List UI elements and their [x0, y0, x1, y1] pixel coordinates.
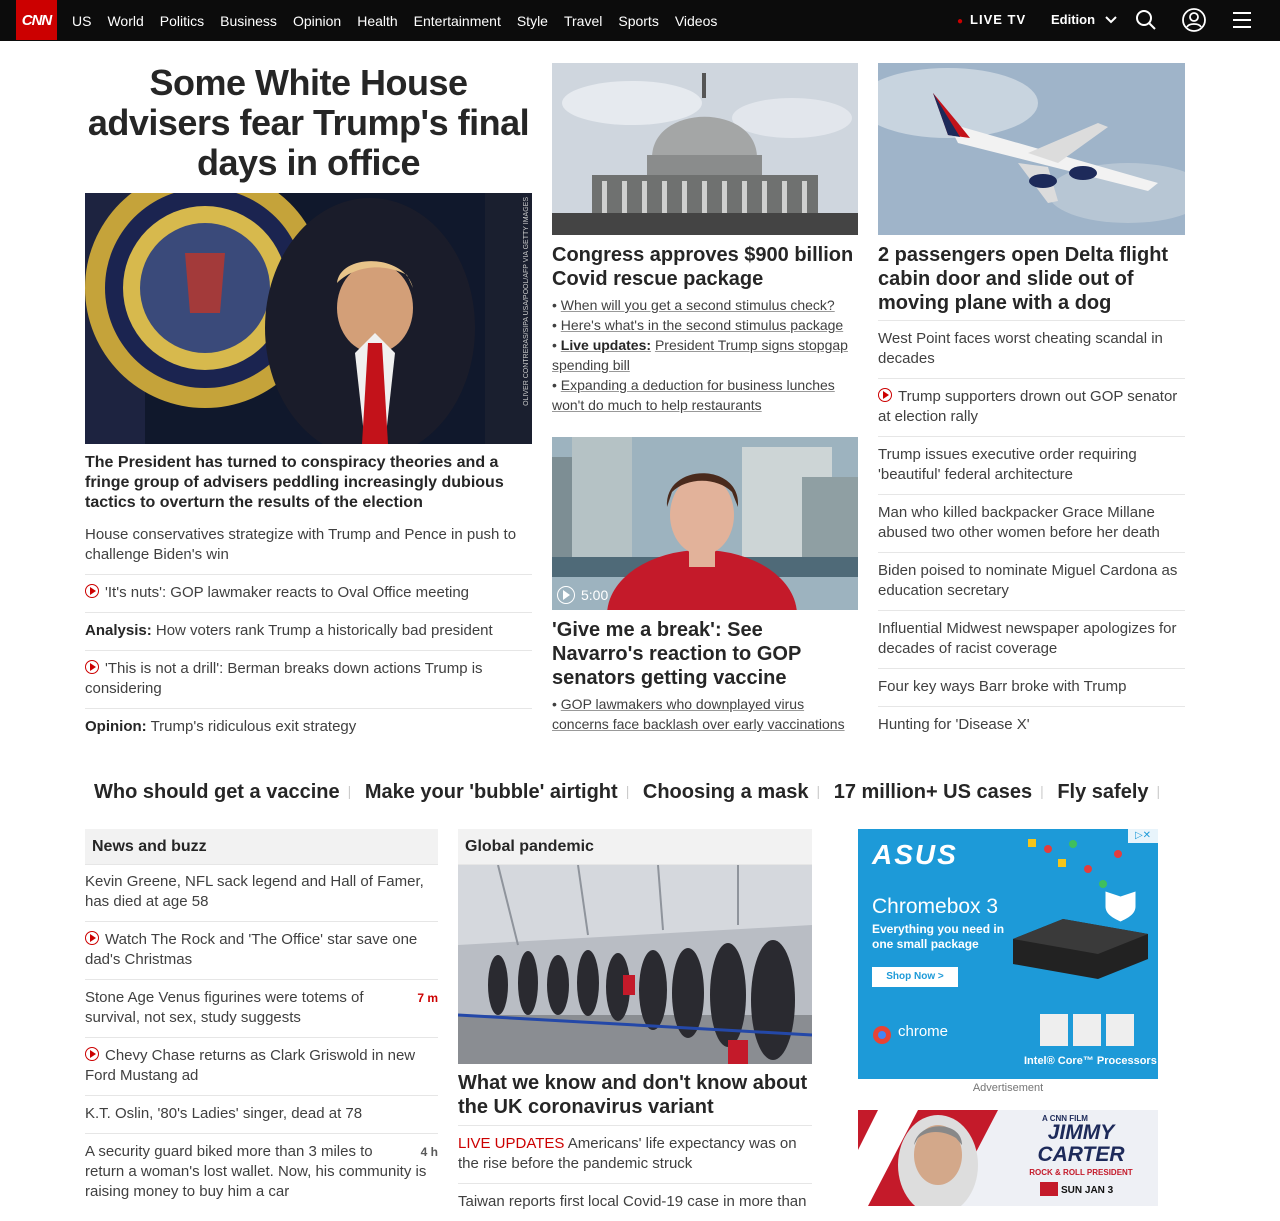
banner-link[interactable]: Make your 'bubble' airtight	[364, 781, 618, 803]
timestamp: 4 h	[420, 1145, 438, 1159]
list-item-text: Trump supporters drown out GOP senator at election rally	[878, 388, 1178, 425]
bullet-link[interactable]: • GOP lawmakers who downplayed virus concerns face backlash over early vaccinations	[552, 696, 845, 732]
list-item-text: 'It's nuts': GOP lawmaker reacts to Oval Office meeting	[105, 584, 470, 601]
live-tv-label: LIVE TV	[970, 12, 1027, 27]
pandemic-image[interactable]	[458, 865, 812, 1064]
banner-separator: |	[1040, 783, 1044, 799]
ad-close-icon[interactable]: ▷✕	[1128, 829, 1158, 843]
bullet-link[interactable]: • Here's what's in the second stimulus package	[552, 317, 844, 333]
bullet-text: President Trump signs stopgap spending bill	[552, 337, 848, 373]
hero-photo-illustration	[85, 193, 532, 444]
nav-links	[64, 0, 725, 41]
capitol-photo-illustration	[552, 63, 858, 235]
list-item-text: A security guard biked more than 3 miles to return a woman's lost wallet. Now, his community is raising money to buy him a car	[85, 1143, 427, 1200]
list-item[interactable]	[85, 574, 532, 612]
play-video-icon	[85, 931, 99, 945]
ad-brand: ASUS	[872, 839, 958, 870]
list-item[interactable]	[878, 610, 1185, 668]
stimulus-bullets	[552, 295, 858, 415]
list-item[interactable]	[85, 1095, 438, 1133]
video-duration: 5:00	[581, 587, 609, 603]
advertisement-label: Advertisement	[972, 1082, 1044, 1094]
list-item-text: Hunting for 'Disease X'	[878, 716, 1030, 733]
banner-link[interactable]: Choosing a mask	[642, 781, 809, 803]
hero-image-trump[interactable]	[85, 193, 532, 444]
list-item[interactable]	[85, 1037, 438, 1095]
list-item[interactable]	[458, 1125, 812, 1183]
nav-link-style[interactable]: Style	[516, 12, 548, 29]
ad-tagline: Everything you need in one small package	[872, 922, 1005, 951]
ad-chrome-label: chrome	[898, 1023, 949, 1040]
bullet-link[interactable]: • Expanding a deduction for business lunches won't do much to help restaurants	[552, 377, 835, 413]
banner-separator: |	[625, 783, 630, 799]
list-item-text: Taiwan reports first local Covid-19 case in more than	[458, 1193, 807, 1210]
news-buzz-header: News and buzz	[85, 829, 438, 865]
list-item[interactable]	[85, 708, 532, 746]
photo-credit: OLIVER CONTRERAS/SIPA USA/POOL/AFP VIA GETTY IMAGES	[523, 197, 530, 406]
live-updates-label: LIVE UPDATES	[458, 1135, 565, 1152]
list-item-text: Man who killed backpacker Grace Millane abused two other women before her death	[878, 504, 1160, 541]
top-nav	[0, 0, 1280, 41]
bullet-prefix: Live updates:	[560, 337, 652, 353]
ad-intel-label: Intel® Core™ Processors	[1024, 1055, 1157, 1067]
play-video-icon	[85, 584, 99, 598]
delta-photo-illustration	[878, 63, 1185, 235]
list-item-text: Stone Age Venus figurines were totems of survival, not sex, study suggests	[85, 989, 364, 1026]
list-item[interactable]	[85, 921, 438, 979]
hero-subheadline[interactable]: The President has turned to conspiracy theories and a fringe group of advisers peddling increasingly dubious tactics to overturn the results of the election	[85, 454, 504, 511]
bullet-text: Expanding a deduction for business lunches won't do much to help restaurants	[552, 377, 835, 413]
list-item-text: Trump issues executive order requiring 'beautiful' federal architecture	[878, 446, 1137, 483]
hero-headline[interactable]: Some White House advisers fear Trump's final days in office	[87, 62, 530, 183]
nav-link-entertainment[interactable]: Entertainment	[413, 12, 501, 29]
bullet-text: GOP lawmakers who downplayed virus concerns face backlash over early vaccinations	[552, 696, 845, 732]
banner-separator: |	[347, 783, 352, 799]
list-item-text: Biden poised to nominate Miguel Cardona as education secretary	[878, 562, 1178, 599]
list-item[interactable]	[878, 494, 1185, 552]
ad-product: Chromebox 3	[872, 895, 999, 918]
navarro-bullets	[552, 694, 858, 734]
cnn-logo[interactable]: CNN	[16, 0, 57, 40]
list-item-text: Trump's ridiculous exit strategy	[150, 718, 357, 735]
video-duration-badge	[557, 586, 608, 604]
list-item[interactable]	[85, 979, 438, 1037]
jimmy-carter-promo[interactable]	[858, 1110, 1158, 1206]
bullet-text: Here's what's in the second stimulus package	[560, 317, 844, 333]
news-buzz-list	[85, 864, 438, 1211]
ad-shop-now-button[interactable]: Shop Now >	[872, 967, 958, 987]
right-story-list	[878, 320, 1185, 744]
list-item-text: Americans' life expectancy was on the rise before the pandemic struck	[458, 1135, 797, 1172]
play-video-icon	[85, 660, 99, 674]
list-item[interactable]	[85, 612, 532, 650]
navarro-video-thumbnail[interactable]	[552, 437, 858, 610]
play-video-icon	[85, 1047, 99, 1061]
list-item-text: Influential Midwest newspaper apologizes for decades of racist coverage	[878, 620, 1177, 657]
capitol-image[interactable]	[552, 63, 858, 235]
nav-link-opinion[interactable]: Opinion	[292, 12, 342, 29]
user-account-icon[interactable]	[1182, 8, 1206, 32]
nav-link-business[interactable]: Business	[220, 12, 277, 29]
banner-link[interactable]: Fly safely	[1057, 781, 1149, 803]
delta-plane-image[interactable]	[878, 63, 1185, 235]
bullet-link[interactable]: • Live updates: President Trump signs stopgap spending bill	[552, 337, 848, 373]
global-pandemic-header: Global pandemic	[458, 829, 812, 865]
navarro-photo-illustration	[552, 437, 858, 610]
nav-link-sports[interactable]: Sports	[618, 12, 659, 29]
bullet-text: When will you get a second stimulus check?	[560, 297, 835, 313]
list-item-text: Watch The Rock and 'The Office' star save one dad's Christmas	[85, 931, 418, 968]
list-item-text: How voters rank Trump a historically bad president	[155, 622, 493, 639]
station-photo-illustration	[458, 865, 812, 1064]
list-item-text: Four key ways Barr broke with Trump	[878, 678, 1127, 695]
bullet-link[interactable]: • When will you get a second stimulus check?	[552, 297, 835, 313]
pandemic-list	[458, 1125, 812, 1221]
banner-separator: |	[816, 783, 821, 799]
banner-link[interactable]: Who should get a vaccine	[94, 781, 340, 803]
list-item[interactable]	[85, 517, 532, 574]
list-item[interactable]	[85, 1133, 438, 1211]
play-circle-icon	[557, 586, 575, 604]
list-item-text: 'This is not a drill': Berman breaks down actions Trump is considering	[85, 660, 483, 697]
carter-date: SUN JAN 3	[1061, 1185, 1114, 1196]
nav-link-us[interactable]: US	[72, 12, 92, 29]
list-item[interactable]	[85, 864, 438, 921]
uk-variant-headline[interactable]: What we know and don't know about the UK coronavirus variant	[458, 1072, 808, 1118]
navarro-headline[interactable]: 'Give me a break': See Navarro's reaction to GOP senators getting vaccine	[552, 619, 801, 689]
chevron-down-icon	[1105, 16, 1117, 24]
delta-headline[interactable]: 2 passengers open Delta flight cabin door and slide out of moving plane with a dog	[878, 244, 1169, 314]
nav-link-politics[interactable]: Politics	[159, 12, 205, 29]
nav-link-videos[interactable]: Videos	[674, 12, 718, 29]
asus-advertisement[interactable]	[858, 829, 1158, 1079]
edition-label: Edition	[1051, 12, 1096, 27]
timestamp: 7 m	[417, 991, 438, 1005]
carter-title: JIMMY CARTER	[1037, 1121, 1125, 1166]
list-item-text: House conservatives strategize with Trump and Pence in push to challenge Biden's win	[85, 526, 517, 563]
list-item-prefix: Opinion:	[85, 718, 147, 735]
banner-separator: |	[1156, 783, 1161, 799]
play-video-icon	[878, 388, 892, 402]
list-item[interactable]	[878, 436, 1185, 494]
list-item-prefix: Analysis:	[85, 622, 152, 639]
live-tv-link[interactable]	[957, 12, 1026, 27]
nav-link-travel[interactable]: Travel	[563, 12, 603, 29]
list-item[interactable]	[458, 1183, 812, 1221]
list-item-text: Kevin Greene, NFL sack legend and Hall of Famer, has died at age 58	[85, 873, 424, 910]
hamburger-menu-icon[interactable]	[1230, 8, 1254, 32]
list-item[interactable]	[85, 650, 532, 708]
carter-film-label: A CNN FILM	[1042, 1114, 1088, 1123]
banner-link[interactable]: 17 million+ US cases	[833, 781, 1033, 803]
stimulus-headline[interactable]: Congress approves $900 billion Covid rescue package	[552, 244, 854, 290]
topic-banner	[94, 781, 1168, 804]
list-item-text: K.T. Oslin, '80's Ladies' singer, dead at 78	[85, 1105, 363, 1122]
list-item[interactable]	[878, 668, 1185, 706]
carter-subtitle: ROCK & ROLL PRESIDENT	[1029, 1168, 1133, 1177]
list-item[interactable]	[878, 378, 1185, 436]
live-dot-icon: ●	[957, 16, 965, 27]
list-item[interactable]	[878, 320, 1185, 378]
nav-link-health[interactable]: Health	[357, 12, 398, 29]
nav-link-world[interactable]: World	[107, 12, 144, 29]
list-item[interactable]	[878, 552, 1185, 610]
list-item[interactable]	[878, 706, 1185, 744]
list-item-text: West Point faces worst cheating scandal in decades	[878, 330, 1163, 367]
list-item-text: Chevy Chase returns as Clark Griswold in new Ford Mustang ad	[85, 1047, 416, 1084]
edition-menu[interactable]	[1051, 12, 1117, 27]
search-icon[interactable]	[1134, 8, 1158, 32]
hero-story-list	[85, 517, 532, 746]
